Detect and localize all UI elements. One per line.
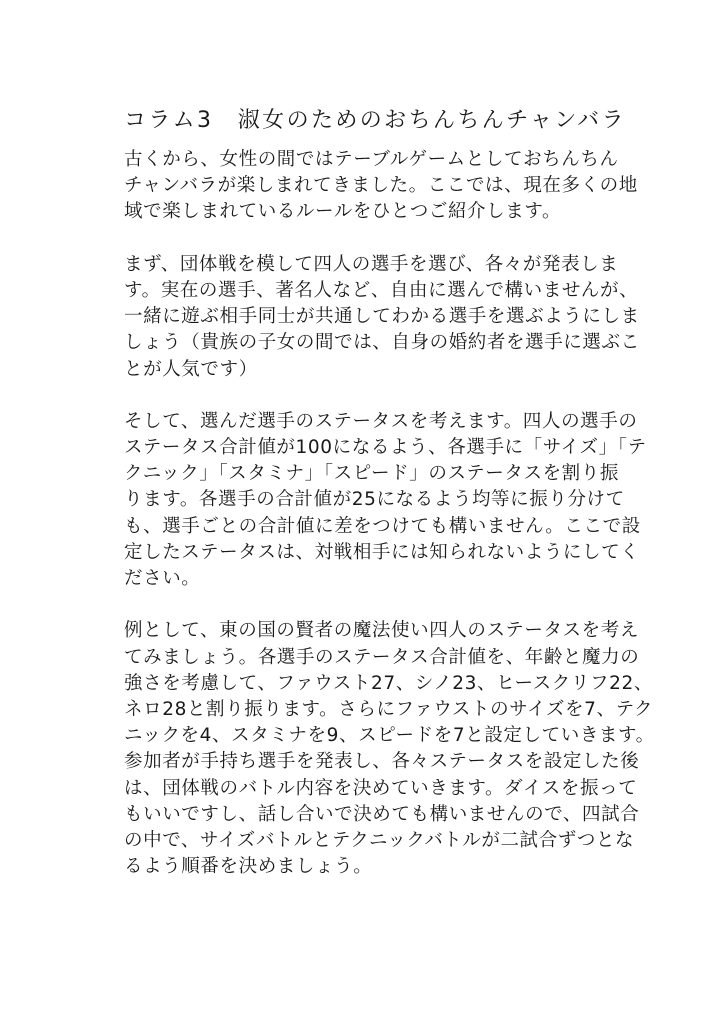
paragraph bbox=[124, 252, 640, 383]
text-line: 強さを考慮して、ファウスト27、シノ23、ヒースクリフ22、 bbox=[124, 672, 653, 694]
text-line: そして、選んだ選手のステータスを考えます。四人の選手の bbox=[124, 410, 638, 432]
text-line: 一緒に遊ぶ相手同士が共通してわかる選手を選ぶようにしま bbox=[124, 306, 640, 328]
text-line: ださい。 bbox=[124, 568, 201, 589]
text-line: もいいですし、話し合いで決めても構いませんので、四試合 bbox=[124, 803, 640, 825]
text-line: ネロ28と割り振ります。さらにファウストのサイズを7、テク bbox=[124, 698, 654, 720]
text-line: す。実在の選手、著名人など、自由に選んで構いませんが、 bbox=[124, 279, 639, 301]
column-body bbox=[124, 147, 655, 906]
text-line: てみましょう。各選手のステータス合計値を、年齢と魔力の bbox=[124, 646, 640, 668]
text-line: 古くから、女性の間ではテーブルゲームとしておちんちん bbox=[124, 149, 619, 170]
paragraph bbox=[124, 618, 655, 880]
text-line: るよう順番を決めましょう。 bbox=[124, 856, 373, 878]
text-line: ニックを4、スタミナを9、スピードを7と設定していきます。 bbox=[124, 725, 655, 747]
text-line: 例として、東の国の賢者の魔法使い四人のステータスを考え bbox=[124, 620, 639, 642]
text-line: 域で楽しまれているルールをひとつご紹介します。 bbox=[124, 201, 562, 223]
text-line: とが人気です） bbox=[124, 358, 258, 380]
paragraph bbox=[124, 147, 638, 226]
text-line: も、選手ごとの合計値に差をつけても構いません。ここで設 bbox=[124, 515, 641, 537]
text-line: まず、団体戦を模して四人の選手を選び、各々が発表しま bbox=[124, 253, 619, 275]
text-line: しょう（貴族の子女の間では、自身の婚約者を選手に選ぶこ bbox=[124, 332, 640, 354]
column-title: コラム3 淑女のためのおちんちんチャンバラ bbox=[124, 108, 626, 133]
text-line: クニック」「スタミナ」「スピード」のステータスを割り振 bbox=[124, 463, 619, 485]
text-line: の中で、サイズバトルとテクニックバトルが二試合ずつとな bbox=[124, 829, 635, 851]
text-line: 定したステータスは、対戦相手には知られないようにしてく bbox=[124, 541, 640, 563]
text-line: チャンバラが楽しまれてきました。ここでは、現在多くの地 bbox=[124, 175, 638, 197]
text-line: ステータス合計値が100になるよう、各選手に「サイズ」「テ bbox=[124, 437, 647, 459]
text-line: は、団体戦のバトル内容を決めていきます。ダイスを振って bbox=[124, 777, 638, 799]
text-line: 参加者が手持ち選手を発表し、各々ステータスを設定した後 bbox=[124, 751, 640, 773]
text-line: ります。各選手の合計値が25になるよう均等に振り分けて bbox=[124, 489, 625, 511]
paragraph bbox=[124, 409, 647, 592]
